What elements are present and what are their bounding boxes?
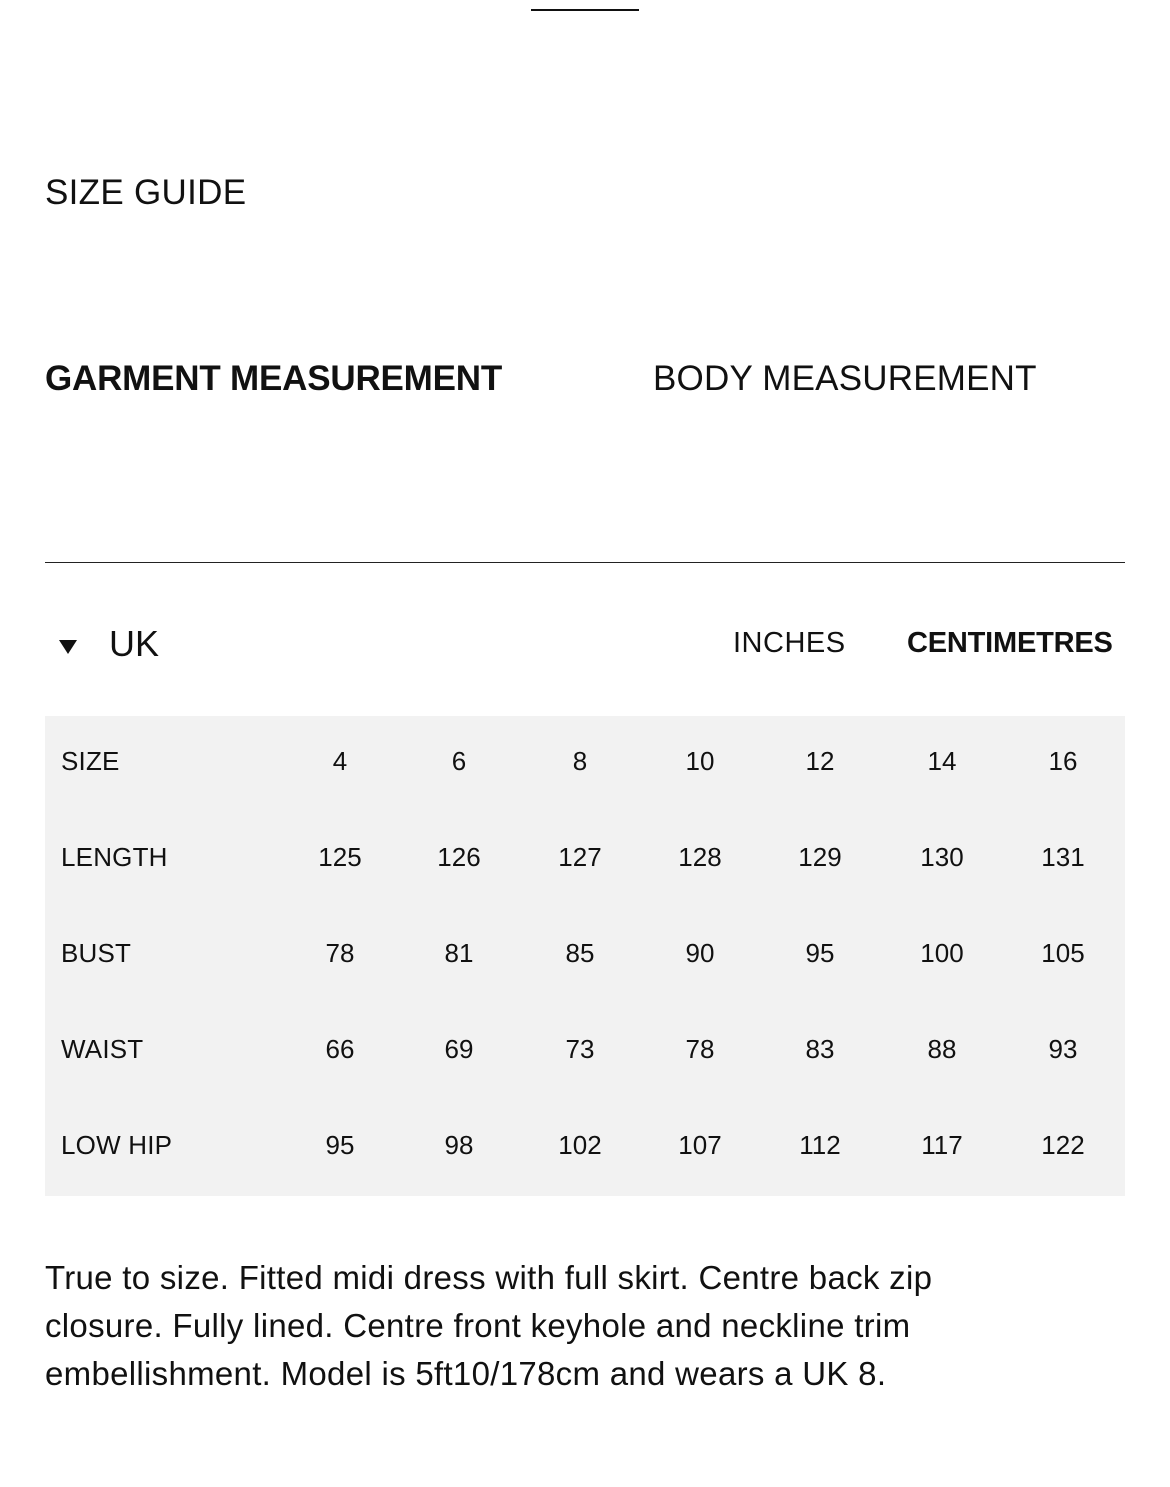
table-cell: 130 — [920, 842, 964, 872]
table-cell: 8 — [572, 746, 588, 776]
table-cell: 83 — [805, 1034, 835, 1064]
table-cell: 95 — [805, 938, 835, 968]
table-cell: 98 — [444, 1130, 474, 1160]
table-cell: 112 — [799, 1130, 841, 1160]
unit-toggle-centimetres[interactable]: CENTIMETRES — [907, 627, 1113, 659]
table-cell: 4 — [332, 746, 348, 776]
table-cell: 100 — [920, 938, 964, 968]
region-dropdown[interactable] — [45, 622, 159, 666]
row-label: LENGTH — [61, 842, 168, 872]
table-cell: 131 — [1041, 842, 1085, 872]
row-label: WAIST — [61, 1034, 144, 1064]
table-cell: 105 — [1041, 938, 1085, 968]
table-cell: 107 — [678, 1130, 722, 1160]
product-fit-description: True to size. Fitted midi dress with full skirt. Centre back zip closure. Fully lined. Centre front keyhole and neckline trim embellishment. Model is 5ft10/178cm and wears a UK 8. — [45, 1259, 933, 1392]
table-cell: 102 — [558, 1130, 602, 1160]
table-cell: 88 — [927, 1034, 957, 1064]
table-cell: 85 — [565, 938, 595, 968]
table-cell: 73 — [565, 1034, 595, 1064]
table-cell: 93 — [1048, 1034, 1078, 1064]
tab-garment-measurement[interactable]: GARMENT MEASUREMENT — [45, 359, 503, 398]
table-cell: 125 — [318, 842, 362, 872]
size-table — [45, 716, 1125, 1196]
table-row-waist — [45, 1004, 1125, 1100]
table-cell: 81 — [444, 938, 474, 968]
row-label: LOW HIP — [61, 1130, 173, 1160]
table-cell: 128 — [678, 842, 722, 872]
section-divider — [45, 562, 1125, 563]
table-cell: 6 — [451, 746, 467, 776]
table-cell: 10 — [685, 746, 715, 776]
table-row-bust — [45, 908, 1125, 1004]
unit-toggle-inches[interactable]: INCHES — [733, 627, 846, 659]
table-cell: 78 — [685, 1034, 715, 1064]
table-cell: 95 — [325, 1130, 355, 1160]
table-cell: 90 — [685, 938, 715, 968]
table-cell: 16 — [1048, 746, 1078, 776]
table-cell: 129 — [798, 842, 842, 872]
table-row-size — [45, 716, 1125, 812]
table-row-length — [45, 812, 1125, 908]
table-cell: 66 — [325, 1034, 355, 1064]
region-selected-value: UK — [109, 623, 160, 664]
row-label: BUST — [61, 938, 132, 968]
table-cell: 122 — [1041, 1130, 1085, 1160]
sheet-drag-handle[interactable] — [531, 9, 639, 11]
table-cell: 12 — [805, 746, 835, 776]
table-cell: 126 — [437, 842, 481, 872]
table-cell: 14 — [927, 746, 957, 776]
chevron-down-icon — [59, 640, 77, 654]
row-label: SIZE — [61, 746, 120, 776]
tab-body-measurement[interactable]: BODY MEASUREMENT — [653, 359, 1037, 398]
page-title: SIZE GUIDE — [45, 173, 247, 212]
table-cell: 69 — [444, 1034, 474, 1064]
table-row-low-hip — [45, 1100, 1125, 1196]
table-cell: 117 — [921, 1130, 963, 1160]
table-cell: 127 — [558, 842, 602, 872]
table-cell: 78 — [325, 938, 355, 968]
